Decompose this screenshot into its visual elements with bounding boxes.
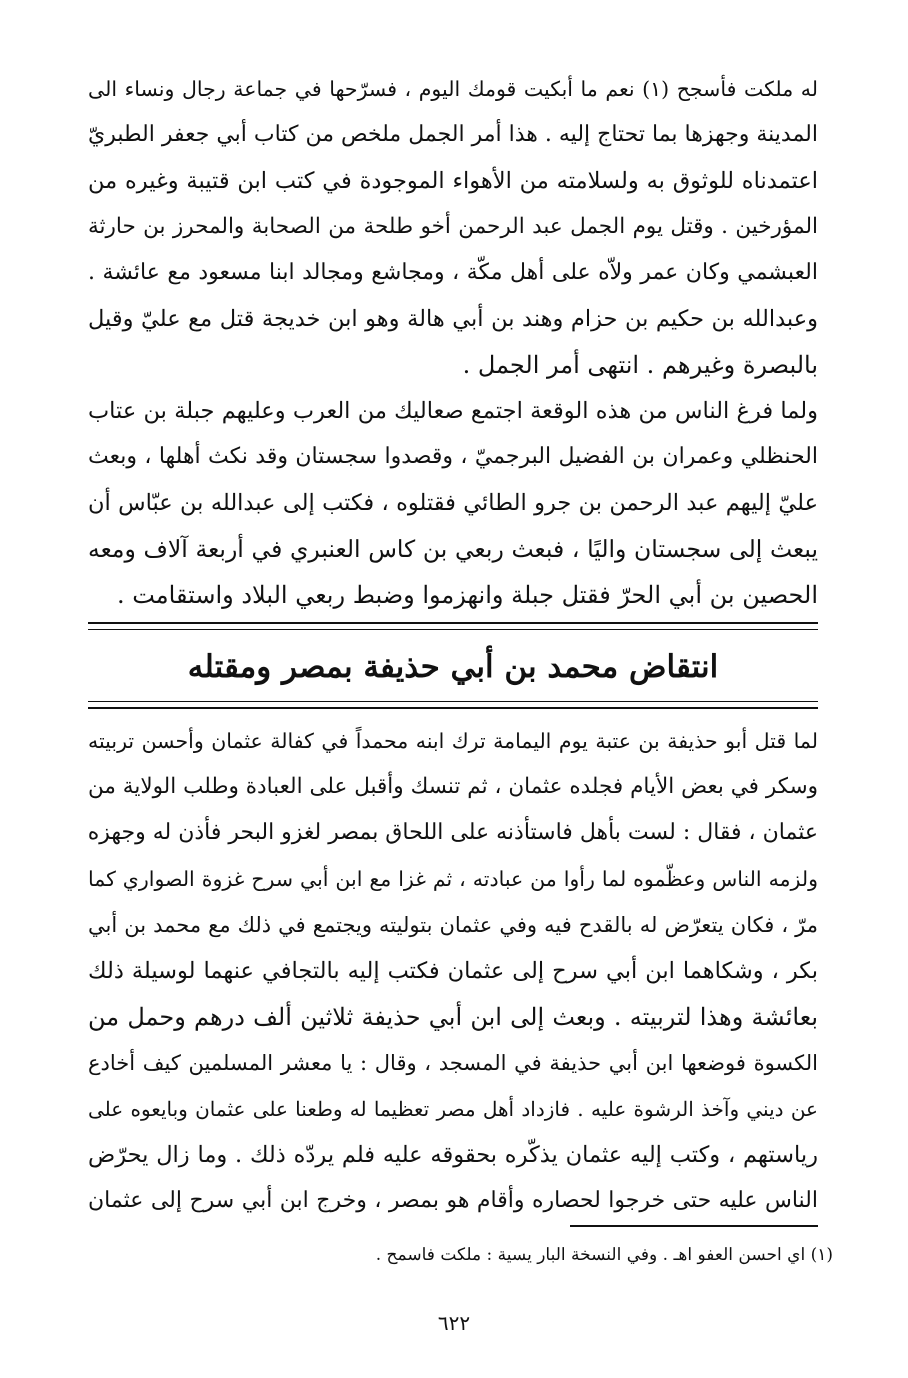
footnote-separator [570, 1225, 818, 1227]
text-line: عليّ إليهم عبد الرحمن بن جرو الطائي فقتلوه ، فكتب إلى عبدالله بن عبّاس أن [88, 490, 818, 516]
paragraph-section-2 [88, 718, 818, 1224]
text-line: وعبدالله بن حكيم بن حزام وهند بن أبي هالة وهو ابن خديجة قتل مع عليّ وقيل [88, 306, 818, 332]
paragraph-section-1 [88, 66, 818, 618]
text-line: لما قتل أبو حذيفة بن عتبة يوم اليمامة ترك ابنه محمداً في كفالة عثمان وأحسن تربيته [88, 729, 818, 753]
text-line: عثمان ، فقال : لست بأهل فاستأذنه على اللحاق بمصر لغزو البحر فأذن له وجهزه [88, 820, 818, 845]
text-line: ولزمه الناس وعظّموه لما رأوا من عبادته ، ثم غزا مع ابن أبي سرح غزوة الصواري كما [88, 867, 818, 891]
text-line: المؤرخين . وقتل يوم الجمل عبد الرحمن أخو طلحة من الصحابة والمحرز بن حارثة [88, 214, 818, 239]
heading-bottom-rule [88, 707, 818, 709]
text-line: له ملكت فأسجح (١) نعم ما أبكيت قومك اليوم ، فسرّحها في جماعة رجال ونساء الى [88, 77, 818, 101]
heading-bottom-rule-inner [88, 701, 818, 702]
text-line: الحنظلي وعمران بن الفضيل البرجميّ ، وقصدوا سجستان وقد نكث أهلها ، وبعث [88, 444, 818, 469]
footnote: (١) اي احسن العفو اهـ . وفي النسخة البار يسية : ملكت فاسمح . [375, 1245, 833, 1265]
text-line: بالبصرة وغيرهم . انتهى أمر الجمل . [462, 351, 818, 379]
text-line: رياستهم ، وكتب إليه عثمان يذكّره بحقوقه عليه فلم يردّه ذلك . وما زال يحرّض [88, 1142, 818, 1168]
text-line: العبشمي وكان عمر ولاّه على أهل مكّة ، ومجاشع ومجالد ابنا مسعود مع عائشة . [88, 260, 818, 285]
section-heading-area [88, 636, 818, 698]
heading-top-rule [88, 622, 818, 624]
text-line: ولما فرغ الناس من هذه الوقعة اجتمع صعاليك من العرب وعليهم جبلة بن عتاب [88, 398, 818, 424]
text-line: مرّ ، فكان يتعرّض له بالقدح فيه وفي عثمان بتوليته ويجتمع في ذلك مع محمد بن أبي [88, 913, 818, 937]
text-line: يبعث إلى سجستان واليًا ، فبعث ربعي بن كاس العنبري في أربعة آلاف ومعه [88, 535, 818, 563]
text-line: الحصين بن أبي الحرّ فقتل جبلة وانهزموا وضبط ربعي البلاد واستقامت . [116, 581, 818, 609]
text-line: عن ديني وآخذ الرشوة عليه . فازداد أهل مصر تعظيما له وطعنا على عثمان وبايعوه على [88, 1097, 818, 1121]
text-line: الكسوة فوضعها ابن أبي حذيفة في المسجد ، وقال : يا معشر المسلمين كيف أخادع [88, 1051, 818, 1075]
text-line: اعتمدناه للوثوق به ولسلامته من الأهواء الموجودة في كتب ابن قتيبة وغيره من [88, 168, 818, 194]
text-line: الناس عليه حتى خرجوا لحصاره وأقام هو بمصر ، وخرج ابن أبي سرح إلى عثمان [88, 1188, 818, 1213]
text-line: وسكر في بعض الأيام فجلده عثمان ، ثم تنسك وأقبل على العبادة وطلب الولاية من [88, 774, 818, 799]
section-heading: انتقاض محمد بن أبي حذيفة بمصر ومقتله [187, 649, 719, 685]
text-line: المدينة وجهزها بما تحتاج إليه . هذا أمر الجمل ملخص من كتاب أبي جعفر الطبريّ [88, 122, 818, 147]
text-line: بكر ، وشكاهما ابن أبي سرح إلى عثمان فكتب إليه بالتجافي عنهما لوسيلة ذلك [88, 958, 818, 984]
text-line: بعائشة وهذا لتربيته . وبعث إلى ابن أبي حذيفة ثلاثين ألف درهم وحمل من [88, 1003, 818, 1031]
page-number: ٦٢٢ [437, 1311, 471, 1335]
heading-top-rule-inner [88, 629, 818, 630]
